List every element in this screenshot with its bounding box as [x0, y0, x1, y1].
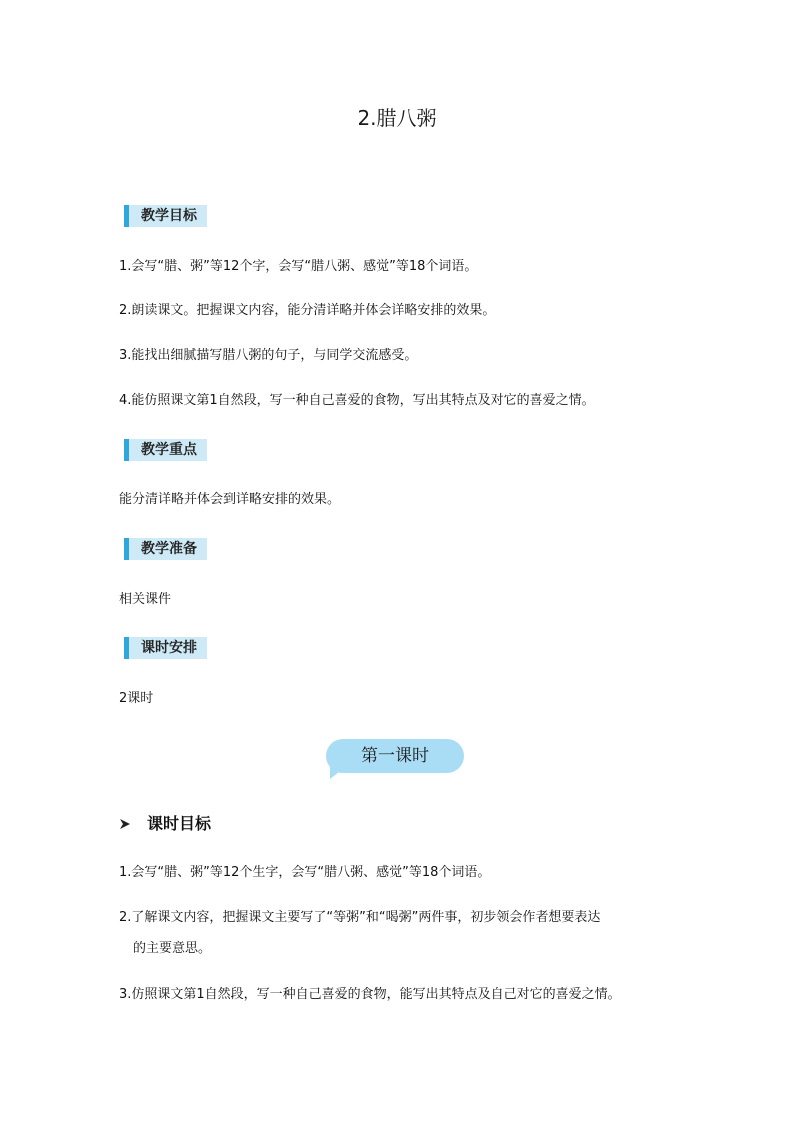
lesson-goals-label: 课时目标 — [147, 814, 212, 833]
section-heading-preparation: 教学准备 — [124, 538, 207, 560]
lesson-goal-item-2-continued: 的主要意思。 — [133, 941, 212, 956]
lesson-goal-item-2: 2.了解课文内容，把握课文主要写了“等粥”和“喝粥”两件事，初步领会作者想要表达 — [119, 910, 601, 925]
goal-item-4: 4.能仿照课文第1自然段，写一种自己喜爱的食物，写出其特点及对它的喜爱之情。 — [119, 393, 595, 408]
goal-item-2: 2.朗读课文。把握课文内容，能分清详略并体会详略安排的效果。 — [119, 303, 496, 318]
schedule-text: 2课时 — [119, 691, 154, 706]
goal-item-3: 3.能找出细腻描写腊八粥的句子，与同学交流感受。 — [119, 348, 418, 363]
lesson-goals-heading — [119, 812, 211, 836]
section-heading-teaching-goals: 教学目标 — [124, 205, 207, 227]
lesson-goal-item-1: 1.会写“腊、粥”等12个生字，会写“腊八粥、感觉”等18个词语。 — [119, 865, 491, 880]
arrowhead-bullet-icon — [119, 818, 131, 830]
goal-item-1: 1.会写“腊、粥”等12个字，会写“腊八粥、感觉”等18个词语。 — [119, 259, 478, 274]
preparation-text: 相关课件 — [119, 592, 172, 607]
lesson-badge-label: 第一课时 — [326, 739, 464, 773]
lesson-badge — [326, 739, 466, 781]
page-title: 2.腊八粥 — [357, 106, 437, 130]
section-heading-schedule: 课时安排 — [124, 637, 207, 659]
key-points-text: 能分清详略并体会到详略安排的效果。 — [119, 492, 341, 507]
lesson-goal-item-3: 3.仿照课文第1自然段，写一种自己喜爱的食物，能写出其特点及自己对它的喜爱之情。 — [119, 987, 621, 1002]
section-heading-key-points: 教学重点 — [124, 439, 207, 461]
